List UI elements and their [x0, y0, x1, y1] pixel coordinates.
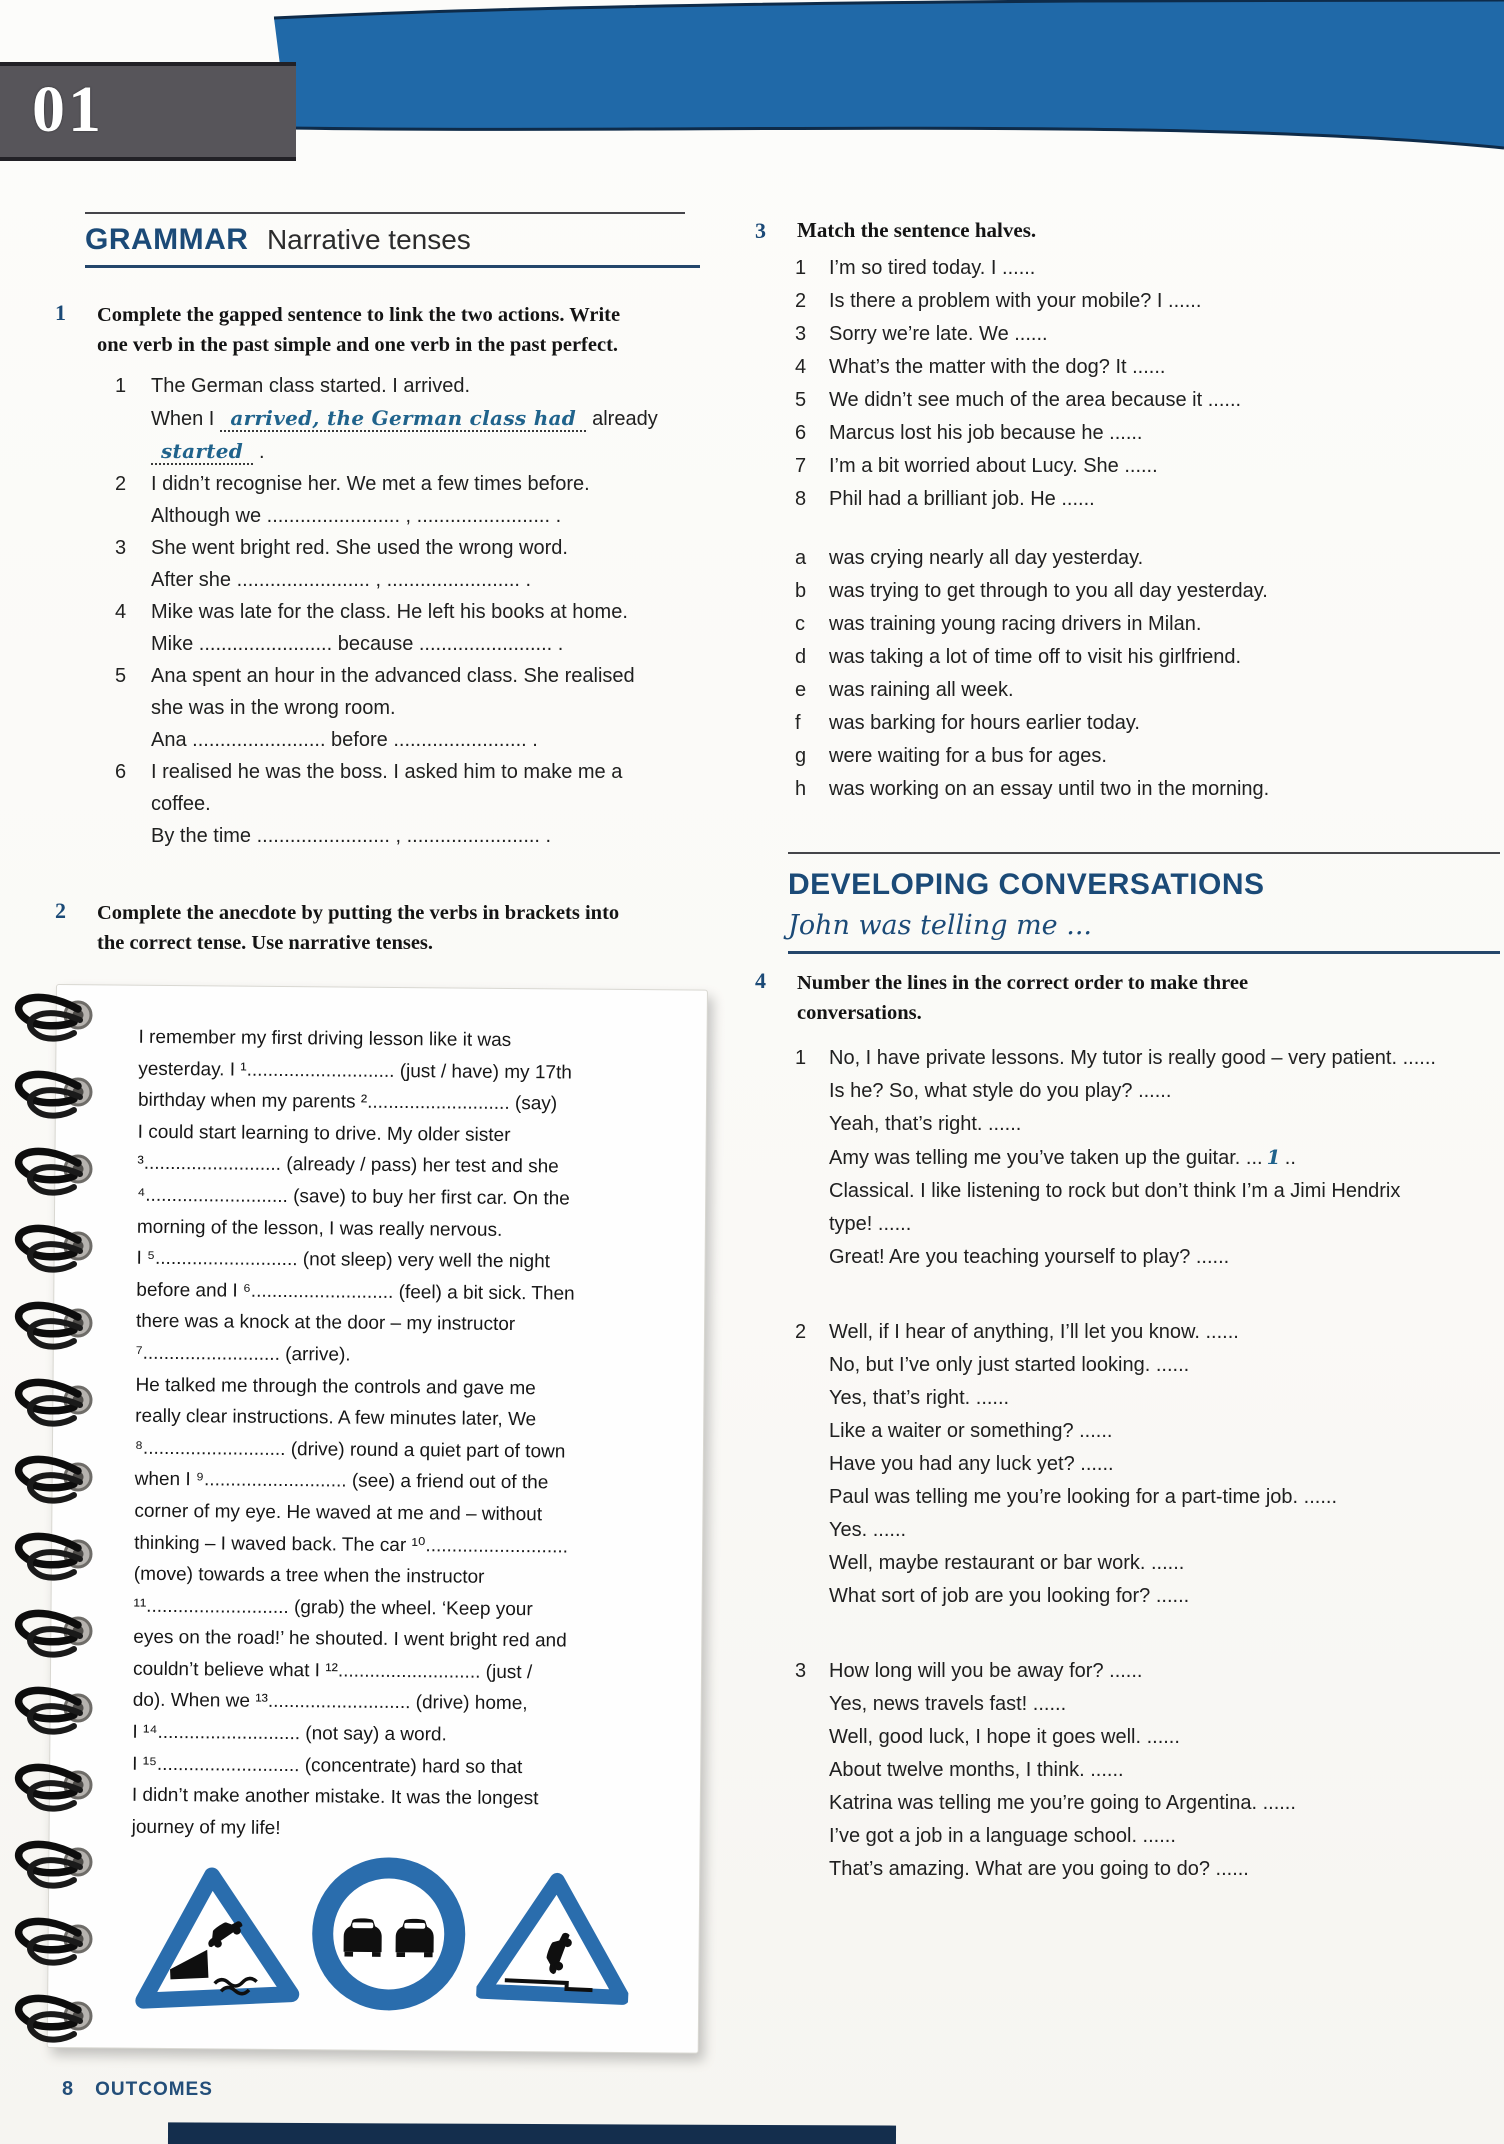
match-item [795, 351, 1500, 384]
match-options [795, 542, 1500, 806]
item-number: 6 [795, 422, 807, 444]
exercise-instruction: Complete the anecdote by putting the verbs in brackets into the correct tense. Use narrative tenses. [97, 902, 620, 954]
exercise-number: 3 [755, 218, 766, 243]
road-sign-no-overtaking-icon [310, 1855, 467, 2012]
conversation-line: Yeah, that’s right. ...... [829, 1113, 1022, 1135]
book-title: OUTCOMES [95, 2079, 213, 2100]
item-text: Is there a problem with your mobile? I ...... [829, 290, 1202, 312]
exercise-4 [755, 968, 1500, 1928]
conversation-number: 1 [795, 1047, 807, 1069]
item-prompt: I didn’t recognise her. We met a few times before. [151, 473, 590, 495]
notebook-line: couldn’t believe what I ¹²........................... (just / [132, 1658, 533, 1684]
section-subtitle: John was telling me ... [788, 910, 1092, 941]
handwritten-answer: arrived, the German class had [220, 406, 586, 432]
item-text: I’m so tired today. I ...... [829, 257, 1036, 279]
item-text: Marcus lost his job because he ...... [829, 422, 1143, 444]
handwritten-answer: started [151, 439, 253, 465]
item-prompt: Ana spent an hour in the advanced class. She realised she was in the wrong room. [151, 665, 635, 719]
notebook-line: ⁸........................... (drive) round a quiet part of town [134, 1437, 566, 1463]
exercise-3 [755, 218, 1500, 806]
notebook-line: I remember my first driving lesson like it was [138, 1026, 512, 1051]
match-items [795, 252, 1500, 516]
grammar-item [115, 596, 695, 660]
spiral-binding [4, 985, 116, 2060]
page-number: 8 [62, 2078, 74, 2100]
conversation-line: Yes, that’s right. ...... [829, 1387, 1010, 1409]
gap-line: Although we ........................ , ........................ . [151, 505, 562, 527]
item-number: 8 [795, 488, 807, 510]
item-number: 5 [115, 665, 127, 687]
developing-conversations-header [788, 852, 1500, 954]
conversation-line: Great! Are you teaching yourself to play? ...... [829, 1246, 1230, 1268]
next-page-edge [168, 2122, 896, 2144]
section-rule-bottom [85, 265, 700, 268]
match-item [795, 483, 1500, 516]
conversation-number: 3 [795, 1660, 807, 1682]
grammar-item [115, 468, 695, 532]
notebook-line: ³.......................... (already / pass) her test and she [137, 1153, 559, 1178]
exercise-1 [55, 300, 695, 852]
item-prompt: The German class started. I arrived. [151, 375, 471, 397]
option-text: was barking for hours earlier today. [829, 712, 1140, 734]
match-option [795, 575, 1500, 608]
item-prompt: She went bright red. She used the wrong word. [151, 537, 568, 559]
item-number: 2 [115, 473, 127, 495]
notebook-line: I ¹⁴........................... (not say) a word. [132, 1721, 447, 1746]
section-rule-top [85, 212, 685, 214]
conversation-line: Yes. ...... [829, 1519, 907, 1541]
section-rule-bottom [788, 951, 1500, 954]
notebook-line: corner of my eye. He waved at me and – without [134, 1500, 543, 1526]
conversation-line: Yes, news travels fast! ...... [829, 1693, 1067, 1715]
grammar-item [115, 660, 695, 756]
section-rule-top [788, 852, 1500, 854]
grammar-item [115, 756, 695, 852]
notebook-line: ⁴........................... (save) to buy her first car. On the [137, 1184, 570, 1210]
notebook-line: journey of my life! [131, 1816, 281, 1839]
conversation-line: No, but I’ve only just started looking. ...... [829, 1354, 1190, 1376]
item-prompt: I realised he was the boss. I asked him to make me a coffee. [151, 761, 623, 815]
unit-tab [0, 62, 296, 161]
notebook-line: really clear instructions. A few minutes later, We [135, 1405, 537, 1431]
item-text: Sorry we’re late. We ...... [829, 323, 1048, 345]
item-text: I’m a bit worried about Lucy. She ...... [829, 455, 1158, 477]
item-prompt: Mike was late for the class. He left his books at home. [151, 601, 628, 623]
option-letter: b [795, 580, 807, 602]
conversation-line: I’ve got a job in a language school. ...... [829, 1825, 1176, 1847]
exercise-number: 4 [755, 968, 766, 993]
conversation-number: 2 [795, 1321, 807, 1343]
item-number: 4 [795, 356, 807, 378]
option-letter: d [795, 646, 807, 668]
conversation-line: Well, good luck, I hope it goes well. ...... [829, 1726, 1180, 1748]
conversation-line: No, I have private lessons. My tutor is really good – very patient. ...... [829, 1047, 1436, 1069]
match-option [795, 707, 1500, 740]
notebook-line: morning of the lesson, I was really nervous. [136, 1216, 503, 1241]
notebook-line: birthday when my parents ²........................... (say) [137, 1089, 558, 1115]
match-option [795, 608, 1500, 641]
road-sign-soft-verge-warning-icon [475, 1860, 633, 2016]
conversation-line: Paul was telling me you’re looking for a part-time job. ...... [829, 1486, 1338, 1508]
notebook-line: I ⁵........................... (not sleep) very well the night [136, 1247, 551, 1273]
item-number: 3 [115, 537, 127, 559]
match-option [795, 641, 1500, 674]
notebook-card [47, 984, 708, 2054]
conversation-line: Is he? So, what style do you play? ...... [829, 1080, 1172, 1102]
match-item [795, 252, 1500, 285]
section-label: DEVELOPING CONVERSATIONS [788, 868, 1265, 901]
option-text: were waiting for a bus for ages. [829, 745, 1107, 767]
item-text: Phil had a brilliant job. He ...... [829, 488, 1095, 510]
item-text: We didn’t see much of the area because it ...... [829, 389, 1242, 411]
match-item [795, 285, 1500, 318]
notebook-line: ⁷.......................... (arrive). [135, 1342, 351, 1366]
notebook-line: there was a knock at the door – my instructor [135, 1311, 516, 1336]
notebook-line: ¹¹........................... (grab) the wheel. ‘Keep your [133, 1595, 533, 1620]
item-number: 5 [795, 389, 807, 411]
match-item [795, 384, 1500, 417]
match-option [795, 740, 1500, 773]
conversation-group-3 [795, 1655, 1500, 1886]
option-text: was taking a lot of time off to visit his girlfriend. [829, 646, 1242, 668]
road-sign-quayside-warning-icon [123, 1855, 306, 2021]
section-title: Narrative tenses [266, 224, 471, 255]
gap-line: After she ........................ , ........................ . [151, 569, 532, 591]
option-letter: h [795, 778, 807, 800]
gap-line: By the time ........................ , ........................ . [151, 825, 552, 847]
anecdote-text [132, 1022, 609, 1848]
grammar-section-header [85, 212, 700, 268]
option-letter: c [795, 613, 805, 635]
gap-line: started . [151, 435, 661, 468]
item-number: 2 [795, 290, 807, 312]
item-number: 1 [115, 375, 127, 397]
match-item [795, 318, 1500, 351]
item-number: 7 [795, 455, 807, 477]
notebook-line: before and I ⁶........................... (feel) a bit sick. Then [136, 1279, 575, 1305]
notebook-line: I ¹⁵........................... (concentrate) hard so that [132, 1753, 523, 1778]
exercise-2 [55, 898, 695, 958]
handwritten-answer: 1 [1266, 1145, 1281, 1169]
conversation-line: How long will you be away for? ...... [829, 1660, 1143, 1682]
exercise-number: 2 [55, 898, 66, 923]
gap-line: Ana ........................ before ........................ . [151, 729, 538, 751]
notebook-line: I didn’t make another mistake. It was the longest [131, 1784, 539, 1810]
option-letter: a [795, 547, 807, 569]
conversation-group-2 [795, 1316, 1500, 1613]
notebook-line: yesterday. I ¹............................ (just / have) my 17th [138, 1058, 572, 1084]
grammar-item [115, 532, 695, 596]
exercise-1-items [115, 370, 695, 852]
option-text: was crying nearly all day yesterday. [829, 547, 1144, 569]
grammar-item [115, 370, 695, 468]
gap-line: When I arrived, the German class had already [151, 406, 658, 430]
conversation-line: Katrina was telling me you’re going to Argentina. ...... [829, 1792, 1296, 1814]
match-item [795, 450, 1500, 483]
item-number: 6 [115, 761, 127, 783]
item-number: 4 [115, 601, 127, 623]
match-option [795, 542, 1500, 575]
conversation-line: Well, maybe restaurant or bar work. ...... [829, 1552, 1185, 1574]
conversation-line: Have you had any luck yet? ...... [829, 1453, 1114, 1475]
exercise-number: 1 [55, 300, 66, 325]
match-option [795, 773, 1500, 806]
exercise-instruction: Match the sentence halves. [797, 218, 1037, 242]
option-letter: g [795, 745, 807, 767]
match-item [795, 417, 1500, 450]
notebook-line: thinking – I waved back. The car ¹⁰........................... [134, 1532, 569, 1557]
notebook-line: eyes on the road!’ he shouted. I went bright red and [133, 1626, 567, 1652]
conversation-line: Like a waiter or something? ...... [829, 1420, 1113, 1442]
option-text: was working on an essay until two in the morning. [829, 778, 1270, 800]
conversation-line: About twelve months, I think. ...... [829, 1759, 1124, 1781]
item-text: What’s the matter with the dog? It ...... [829, 356, 1166, 378]
option-letter: e [795, 679, 807, 701]
item-number: 1 [795, 257, 807, 279]
exercise-instruction: Complete the gapped sentence to link the two actions. Write one verb in the past simple and one verb in the past perfect. [97, 304, 621, 356]
option-text: was raining all week. [829, 679, 1014, 701]
exercise-instruction: Number the lines in the correct order to make three conversations. [797, 972, 1249, 1024]
conversation-group-1 [795, 1042, 1500, 1274]
unit-number: 01 [32, 73, 104, 146]
notebook-line: He talked me through the controls and gave me [135, 1374, 536, 1399]
conversation-line: That’s amazing. What are you going to do? ...... [829, 1858, 1249, 1880]
page-footer [62, 2078, 213, 2101]
gap-line: Mike ........................ because ........................ . [151, 633, 564, 655]
notebook-line: when I ⁹........................... (see) a friend out of the [134, 1469, 549, 1494]
conversation-line: What sort of job are you looking for? ...... [829, 1585, 1190, 1607]
option-text: was training young racing drivers in Milan. [829, 613, 1202, 635]
option-text: was trying to get through to you all day yesterday. [829, 580, 1268, 602]
notebook-line: I could start learning to drive. My older sister [137, 1121, 511, 1146]
conversation-line: Amy was telling me you’ve taken up the guitar. ... 1 .. [829, 1145, 1296, 1169]
notebook-line: do). When we ¹³........................... (drive) home, [132, 1690, 528, 1715]
item-number: 3 [795, 323, 807, 345]
section-label: GRAMMAR [85, 223, 249, 256]
conversation-line: Classical. I like listening to rock but don’t think I’m a Jimi Hendrix type! ...... [829, 1180, 1401, 1235]
conversations [795, 1042, 1500, 1886]
match-option [795, 674, 1500, 707]
option-letter: f [795, 712, 801, 734]
notebook-line: (move) towards a tree when the instructor [133, 1563, 485, 1588]
conversation-line: Well, if I hear of anything, I’ll let you know. ...... [829, 1321, 1239, 1343]
